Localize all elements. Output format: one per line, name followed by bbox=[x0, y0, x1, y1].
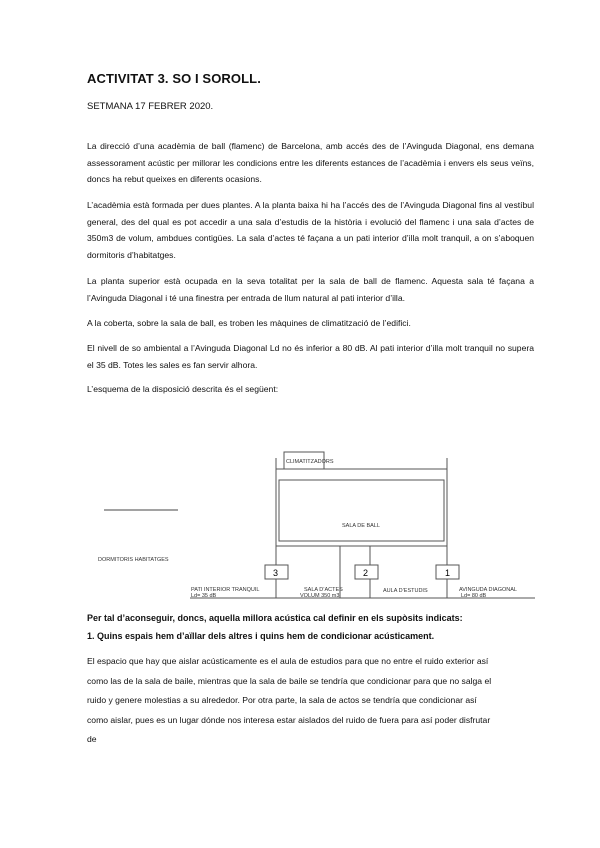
paragraph-ground-floor: L’acadèmia està formada per dues plantes. A la planta baixa hi ha l’accés des de l’Avinguda Diagonal fins al vestíbul general, des del qual es pot accedir a una sala d’estudis de la història i evolució del flamenc i una sala d’actes de 350m3 de volum, ambdues contigües. La sala d’actes té façana a un pati interior d’illa molt tranquil, a on s’aboquen dormitoris d’habitatges. bbox=[87, 200, 534, 260]
label-sala-actes-volum: VOLUM 350 m3 bbox=[300, 593, 340, 599]
label-avinguda-level: Ld= 80 dB bbox=[461, 593, 487, 599]
paragraph-sound-levels: El nivell de so ambiental a l’Avinguda Diagonal Ld no és inferior a 80 dB. Al pati interior d’illa molt tranquil no supera el 35 dB. Totes les sales es fan servir alhora. bbox=[87, 343, 534, 370]
label-number-1: 1 bbox=[445, 568, 451, 578]
activity-title: ACTIVITAT 3. SO I SOROLL. bbox=[87, 71, 261, 86]
paragraph-intro: La direcció d’una acadèmia de ball (flamenc) de Barcelona, amb accés des de l’Avinguda Diagonal, ens demana assessorament acústic per millorar les condicions entre les diferents estances de l’acadèmia i envers els seus veïns, doncs ha rebut queixes en diferents ocasions. bbox=[87, 141, 534, 185]
building-diagram bbox=[0, 440, 600, 605]
paragraph-upper-floor: La planta superior està ocupada en la seva totalitat per la sala de ball de flamenc. Aquesta sala té façana a l’Avinguda Diagonal i té una finestra per entrada de llum natural al pati interior d’illa. bbox=[87, 276, 534, 303]
label-number-3: 3 bbox=[273, 568, 279, 578]
paragraph-scheme-intro: L’esquema de la disposició descrita és el següent: bbox=[87, 384, 279, 394]
questions-intro: Per tal d’aconseguir, doncs, aquella millora acústica cal definir en els supòsits indicats: bbox=[87, 613, 463, 623]
week-date: SETMANA 17 FEBRER 2020. bbox=[87, 101, 214, 112]
paragraph-roof: A la coberta, sobre la sala de ball, es troben les màquines de climatització de l’edifici. bbox=[87, 318, 411, 328]
label-number-2: 2 bbox=[363, 568, 369, 578]
label-pati-interior: PATI INTERIOR TRANQUIL bbox=[191, 587, 260, 593]
label-sala-actes: SALA D’ACTES bbox=[304, 587, 343, 593]
question-1: 1. Quins espais hem d’aïllar dels altres i quins hem de condicionar acústicament. bbox=[87, 631, 435, 641]
label-aula-estudis: AULA D’ESTUDIS bbox=[383, 588, 428, 594]
label-pati-level: Ld= 35 dB bbox=[191, 593, 217, 599]
label-sala-ball: SALA DE BALL bbox=[342, 523, 380, 529]
label-avinguda: AVINGUDA DIAGONAL bbox=[459, 587, 517, 593]
diagram-sala-ball-box bbox=[279, 480, 444, 541]
label-dormitoris: DORMITORIS HABITATGES bbox=[98, 557, 169, 563]
answer-text: El espacio que hay que aislar acústicamente es el aula de estudios para que no entre el ruido exterior así como las de la sala de baile, mientras que la sala de baile se tendría que condicionar para que no salga el ruido y genere molestias a su alrededor. Por otra parte, la sala de actos se tendría que condicionar así como aislar, pues es un lugar dónde nos interesa estar aislados del ruido de fuera para así poder disfrutar de bbox=[87, 656, 492, 745]
label-climatitzadors: CLIMATITZADORS bbox=[286, 459, 334, 465]
